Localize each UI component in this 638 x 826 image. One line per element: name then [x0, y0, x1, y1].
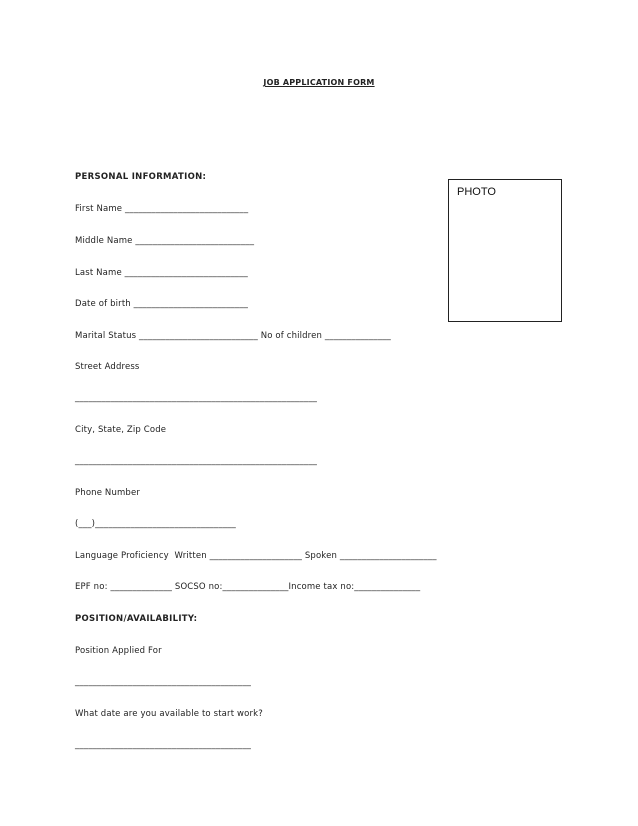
city-state-zip-field[interactable]: _______________________________________________________ — [75, 456, 317, 466]
position-applied-field[interactable]: ________________________________________ — [75, 677, 251, 687]
marital-status-field[interactable]: Marital Status ___________________________ No of children _______________ — [75, 331, 391, 341]
id-numbers-field[interactable]: EPF no: ______________ SOCSO no:_______________Income tax no:_______________ — [75, 582, 421, 592]
last-name-field[interactable]: Last Name ____________________________ — [75, 268, 248, 278]
date-of-birth-field[interactable]: Date of birth __________________________ — [75, 299, 249, 309]
position-applied-label: Position Applied For — [75, 646, 162, 656]
language-proficiency-field[interactable]: Language Proficiency Written _____________________ Spoken ______________________ — [75, 551, 437, 561]
start-date-label: What date are you available to start work? — [75, 709, 263, 719]
phone-number-label: Phone Number — [75, 488, 140, 498]
position-availability-heading: POSITION/AVAILABILITY: — [75, 614, 198, 624]
photo-box[interactable] — [448, 179, 562, 322]
city-state-zip-label: City, State, Zip Code — [75, 425, 167, 435]
street-address-label: Street Address — [75, 362, 140, 372]
start-date-field[interactable]: ________________________________________ — [75, 740, 251, 750]
phone-number-field[interactable]: (___)________________________________ — [75, 519, 236, 529]
first-name-field[interactable]: First Name ____________________________ — [75, 204, 249, 214]
street-address-field[interactable]: _______________________________________________________ — [75, 393, 317, 403]
photo-label: PHOTO — [457, 186, 496, 198]
middle-name-field[interactable]: Middle Name ___________________________ — [75, 236, 255, 246]
personal-information-heading: PERSONAL INFORMATION: — [75, 172, 207, 182]
page-title: JOB APPLICATION FORM — [263, 78, 375, 87]
